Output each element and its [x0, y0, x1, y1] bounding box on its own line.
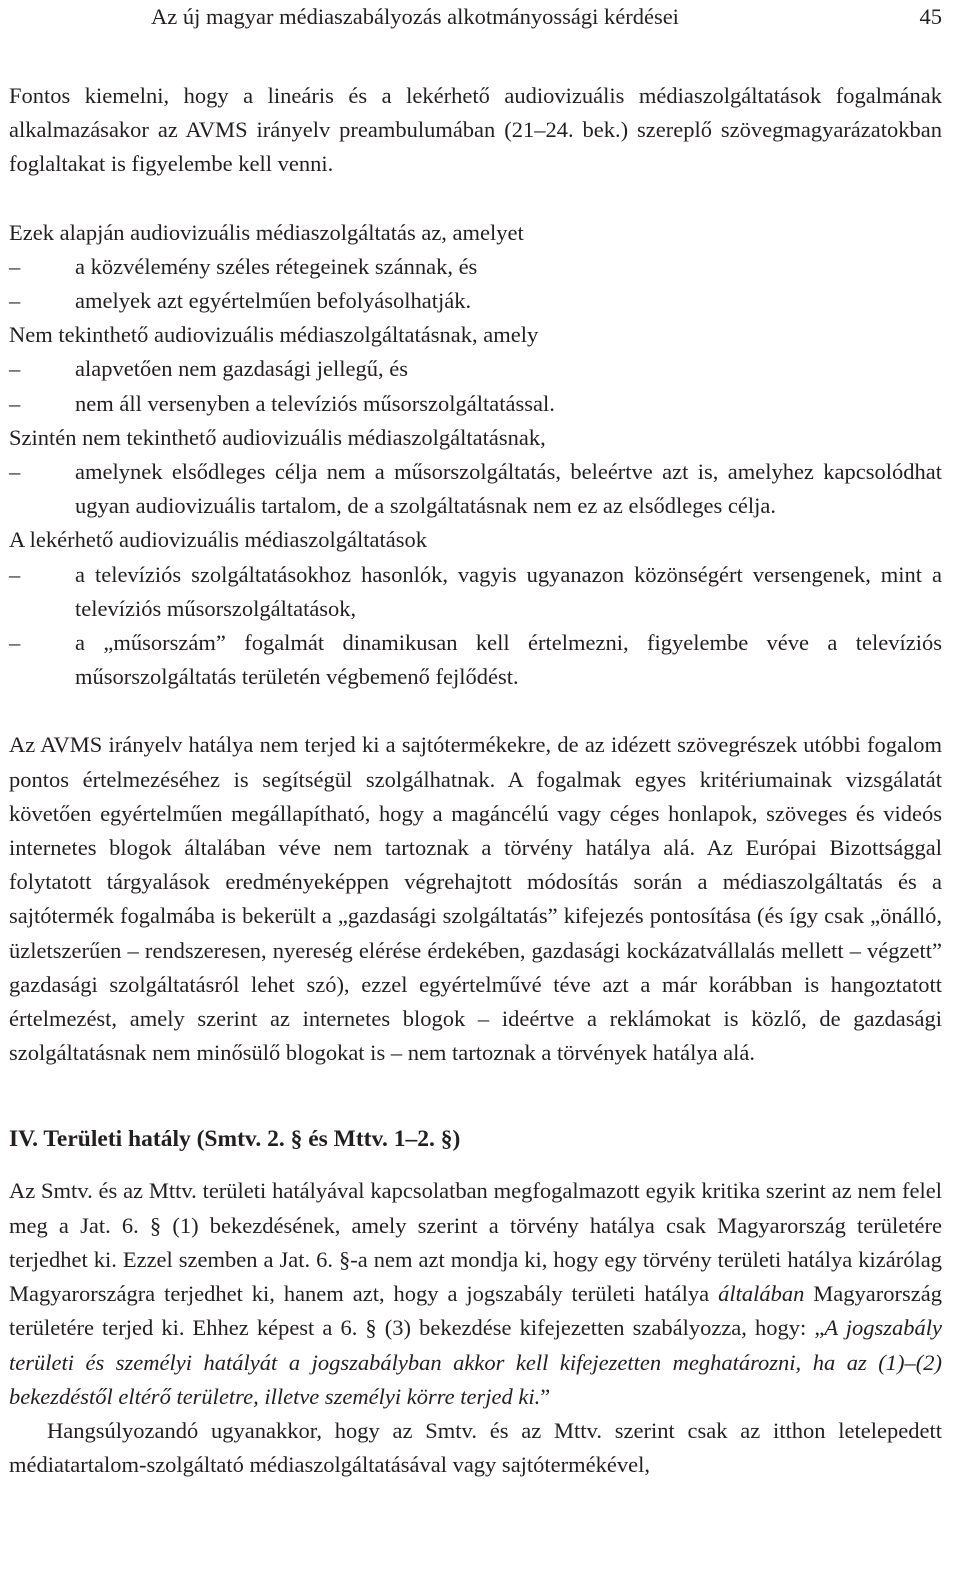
paragraph-territorial-scope: Az Smtv. és az Mttv. területi hatályával kapcsolatban megfogalmazott egyik kritika szerint az nem felel meg a Jat. 6. § (1) bekezdésének, amely szerint a törvény hatálya csak Magyarország területére terjedhet ki. Ezzel szemben a Jat. 6. §-a nem azt mondja ki, hogy egy törvény területi hatálya kizárólag Magyarországra terjedhet ki, hanem azt, hogy a jogszabály területi hatálya általában Magyarország területére terjed ki. Ehhez képest a 6. § (3) bekezdése kifejezetten szabályozza, hogy: „A jogszabály területi és személyi hatályát a jogszabályban akkor kell kifejezetten meghatározni, ha az (1)–(2) bekezdéstől eltérő területre, illetve személyi körre terjed ki.” [9, 1178, 943, 1409]
dash-bullet: – [9, 288, 21, 314]
definition-list-2 [9, 318, 942, 421]
definition-list-1 [9, 216, 942, 319]
list-item: – amelyek azt egyértelműen befolyásolhatják. [9, 284, 942, 318]
dash-bullet: – [9, 630, 21, 656]
list-item: – a televíziós szolgáltatásokhoz hasonlók, vagyis ugyanazon közönségért versengenek, mint a televíziós műsorszolgáltatások, [9, 558, 942, 626]
list-intro: Ezek alapján audiovizuális médiaszolgáltatás az, amelyet [9, 219, 524, 245]
dash-bullet: – [9, 356, 21, 382]
list-intro: Szintén nem tekinthető audiovizuális médiaszolgáltatásnak, [9, 424, 546, 450]
list-item: – nem áll versenyben a televíziós műsorszolgáltatással. [9, 387, 942, 421]
paragraph-emphasis: Hangsúlyozandó ugyanakkor, hogy az Smtv. és az Mttv. szerint csak az itthon letelepedett médiatartalom-szolgáltató médiaszolgáltatásával vagy sajtótermékével, [9, 1417, 942, 1478]
definition-list-3 [9, 421, 942, 524]
running-header [9, 0, 942, 34]
dash-bullet: – [9, 390, 21, 416]
paragraph-intro: Fontos kiemelni, hogy a lineáris és a lekérhető audiovizuális médiaszolgáltatások fogalmának alkalmazásakor az AVMS irányelv preambulumában (21–24. bek.) szereplő szövegmagyarázatokban foglaltakat is figyelembe kell venni. [9, 83, 942, 177]
emphasis-text: általában [718, 1281, 805, 1307]
section-heading: IV. Területi hatály (Smtv. 2. § és Mttv. 1–2. §) [9, 1126, 461, 1153]
list-intro: A lekérhető audiovizuális médiaszolgáltatások [9, 527, 427, 553]
list-item: – alapvetően nem gazdasági jellegű, és [9, 352, 942, 386]
page-number: 45 [919, 4, 942, 29]
list-intro: Nem tekinthető audiovizuális médiaszolgáltatásnak, amely [9, 322, 539, 348]
list-item: – a közvélemény széles rétegeinek szánnak, és [9, 250, 942, 284]
dash-bullet: – [9, 459, 21, 485]
quoted-law-text: A jogszabály területi és személyi hatályát a jogszabályban akkor kell kifejezetten meghatározni, ha az (1)–(2) bekezdéstől eltérő területre, illetve személyi körre terjed ki. [9, 1315, 943, 1409]
header-title: Az új magyar médiaszabályozás alkotmányossági kérdései [151, 4, 679, 29]
definition-list-4 [9, 523, 942, 694]
dash-bullet: – [9, 561, 21, 587]
dash-bullet: – [9, 253, 21, 279]
paragraph-avms: Az AVMS irányelv hatálya nem terjed ki a sajtótermékekre, de az idézett szövegrészek utóbbi fogalom pontos értelmezéséhez is segítségül szolgálhatnak. A fogalmak egyes kritériumainak vizsgálatát követően egyértelműen megállapítható, hogy a magáncélú vagy céges honlapok, szöveges és videós internetes blogok általában véve nem tartoznak a törvény hatálya alá. Az Európai Bizottsággal folytatott tárgyalások eredményeképpen végrehajtott módosítás során a médiaszolgáltatás és a sajtótermék fogalmába is bekerült a „gazdasági szolgáltatás” kifejezés pontosítása (és így csak „önálló, üzletszerűen – rendszeresen, nyereség elérése érdekében, gazdasági kockázatvállalás mellett – végzett” gazdasági szolgáltatásról lehet szó), ezzel egyértelművé téve azt a már korábban is hangoztatott értelmezést, amely szerint az internetes blogok – ideértve a reklámokat is közlő, de gazdasági szolgáltatásnak nem minősülő blogokat is – nem tartoznak a törvények hatálya alá. [9, 732, 942, 1066]
list-item: – a „műsorszám” fogalmát dinamikusan kell értelmezni, figyelembe véve a televíziós műsorszolgáltatás területén végbemenő fejlődést. [9, 626, 942, 694]
list-item: – amelynek elsődleges célja nem a műsorszolgáltatás, beleértve azt is, amelyhez kapcsolódhat ugyan audiovizuális tartalom, de a szolgáltatásnak nem ez az elsődleges célja. [9, 455, 942, 523]
